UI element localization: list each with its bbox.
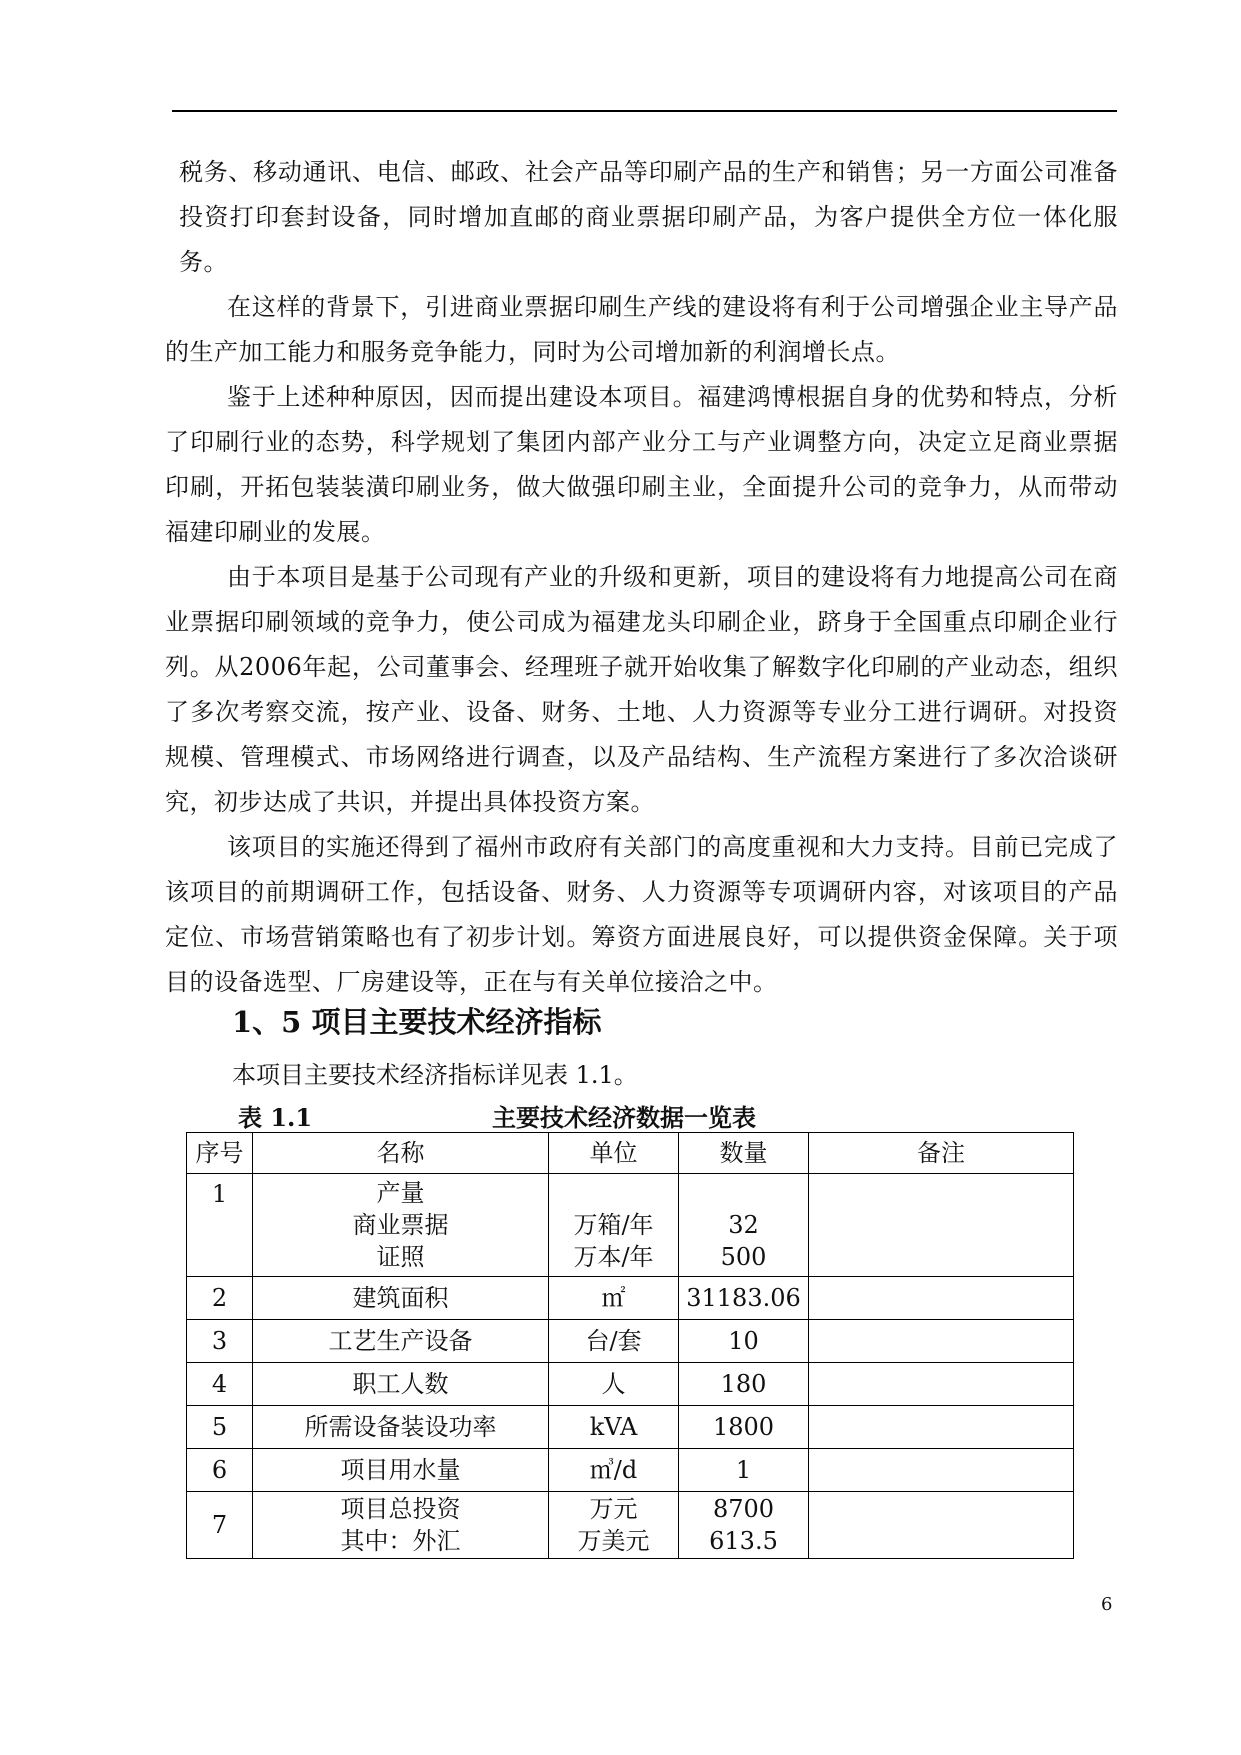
page-number: 6 — [1101, 1594, 1113, 1615]
header-unit: 单位 — [549, 1133, 679, 1174]
cell-unit: 人 — [549, 1363, 679, 1406]
cell-line: 项目总投资 — [340, 1495, 461, 1523]
cell-name: 职工人数 — [253, 1363, 549, 1406]
cell-unit — [549, 1492, 679, 1559]
cell-qty: 1800 — [679, 1406, 809, 1449]
cell-line: 万元 — [589, 1495, 638, 1523]
cell-no: 3 — [187, 1320, 253, 1363]
header-no: 序号 — [187, 1133, 253, 1174]
cell-qty: 180 — [679, 1363, 809, 1406]
cell-name: 所需设备装设功率 — [253, 1406, 549, 1449]
cell-no: 7 — [187, 1492, 253, 1559]
table-row — [187, 1363, 1074, 1406]
cell-line: 32 — [728, 1211, 759, 1239]
table-row — [187, 1174, 1074, 1277]
cell-qty — [679, 1174, 809, 1277]
table-row — [187, 1406, 1074, 1449]
cell-unit: ㎡ — [549, 1277, 679, 1320]
cell-no: 2 — [187, 1277, 253, 1320]
cell-name: 工艺生产设备 — [253, 1320, 549, 1363]
cell-line: 万美元 — [577, 1527, 650, 1555]
cell-line — [549, 1177, 678, 1209]
section-intro: 本项目主要技术经济指标详见表 1.1。 — [232, 1061, 638, 1089]
table-row — [187, 1492, 1074, 1559]
cell-name: 项目用水量 — [253, 1449, 549, 1492]
header-note: 备注 — [809, 1133, 1074, 1174]
cell-note — [809, 1174, 1074, 1277]
body-text — [165, 150, 1118, 1005]
paragraph: 在这样的背景下，引进商业票据印刷生产线的建设将有利于公司增强企业主导产品的生产加工能力和服务竞争能力，同时为公司增加新的利润增长点。 — [165, 293, 1118, 366]
cell-unit — [549, 1174, 679, 1277]
cell-note — [809, 1320, 1074, 1363]
cell-line: 其中：外汇 — [340, 1527, 461, 1555]
cell-note — [809, 1492, 1074, 1559]
cell-note — [809, 1363, 1074, 1406]
table-caption-title: 主要技术经济数据一览表 — [492, 1103, 756, 1132]
cell-line: 万本/年 — [573, 1243, 654, 1271]
cell-note — [809, 1406, 1074, 1449]
table-caption-id: 表 1.1 — [238, 1103, 313, 1132]
cell-line: 613.5 — [709, 1527, 778, 1555]
cell-unit: kVA — [549, 1406, 679, 1449]
cell-line: 证照 — [376, 1243, 425, 1271]
section-heading: 1、5 项目主要技术经济指标 — [232, 1005, 602, 1039]
cell-line: 商业票据 — [352, 1211, 449, 1239]
header-name: 名称 — [253, 1133, 549, 1174]
cell-name — [253, 1492, 549, 1559]
cell-note — [809, 1277, 1074, 1320]
table-row — [187, 1320, 1074, 1363]
cell-line: 500 — [720, 1243, 767, 1271]
cell-unit: 台/套 — [549, 1320, 679, 1363]
cell-line — [679, 1177, 808, 1209]
paragraph: 鉴于上述种种原因，因而提出建设本项目。福建鸿博根据自身的优势和特点，分析了印刷行业的态势，科学规划了集团内部产业分工与产业调整方向，决定立足商业票据印刷，开拓包装装潢印刷业务，做大做强印刷主业，全面提升公司的竞争力，从而带动福建印刷业的发展。 — [165, 383, 1118, 546]
table-row — [187, 1277, 1074, 1320]
table-row — [187, 1449, 1074, 1492]
cell-note — [809, 1449, 1074, 1492]
cell-name — [253, 1174, 549, 1277]
cell-line: 8700 — [712, 1495, 775, 1523]
table-header-row — [187, 1133, 1074, 1174]
paragraph: 税务、移动通讯、电信、邮政、社会产品等印刷产品的生产和销售；另一方面公司准备投资打印套封设备，同时增加直邮的商业票据印刷产品，为客户提供全方位一体化服务。 — [179, 158, 1118, 276]
cell-unit: ㎥/d — [549, 1449, 679, 1492]
cell-no: 6 — [187, 1449, 253, 1492]
cell-no: 5 — [187, 1406, 253, 1449]
paragraph: 由于本项目是基于公司现有产业的升级和更新，项目的建设将有力地提高公司在商业票据印刷领域的竞争力，使公司成为福建龙头印刷企业，跻身于全国重点印刷企业行列。从2006年起，公司董事会、经理班子就开始收集了解数字化印刷的产业动态，组织了多次考察交流，按产业、设备、财务、土地、人力资源等专业分工进行调研。对投资规模、管理模式、市场网络进行调查，以及产品结构、生产流程方案进行了多次洽谈研究，初步达成了共识，并提出具体投资方案。 — [165, 563, 1118, 816]
cell-no: 4 — [187, 1363, 253, 1406]
cell-qty — [679, 1492, 809, 1559]
cell-qty: 1 — [679, 1449, 809, 1492]
header-rule — [172, 110, 1117, 112]
cell-line: 产量 — [376, 1179, 425, 1207]
cell-no: 1 — [187, 1174, 253, 1277]
cell-name: 建筑面积 — [253, 1277, 549, 1320]
cell-qty: 10 — [679, 1320, 809, 1363]
cell-qty: 31183.06 — [679, 1277, 809, 1320]
header-qty: 数量 — [679, 1133, 809, 1174]
paragraph: 该项目的实施还得到了福州市政府有关部门的高度重视和大力支持。目前已完成了该项目的前期调研工作，包括设备、财务、人力资源等专项调研内容，对该项目的产品定位、市场营销策略也有了初步计划。筹资方面进展良好，可以提供资金保障。关于项目的设备选型、厂房建设等，正在与有关单位接洽之中。 — [165, 833, 1118, 996]
cell-line: 万箱/年 — [573, 1211, 654, 1239]
indicators-table — [186, 1132, 1074, 1559]
